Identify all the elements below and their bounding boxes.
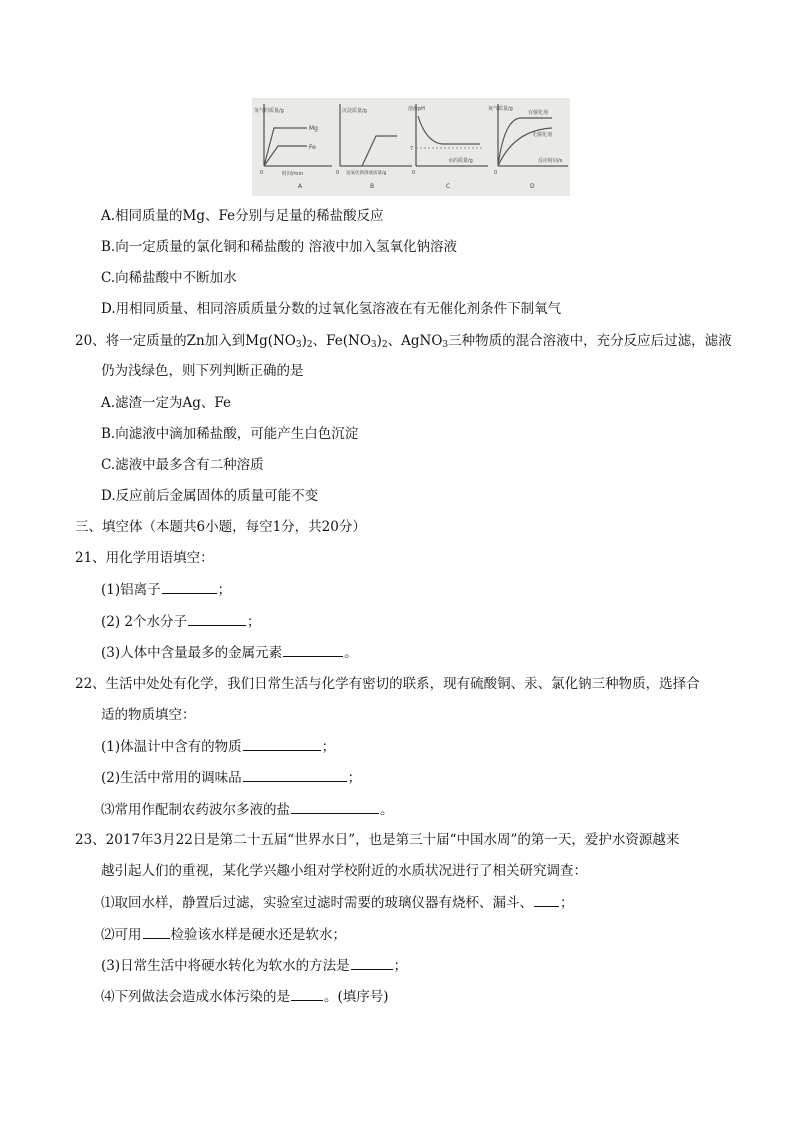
graph-d-series-1: 有催化剂 [528, 110, 549, 116]
q20-sub-3c: 3 [442, 340, 449, 350]
q23-item-3 [101, 956, 407, 975]
graph-b-caption: B [370, 183, 375, 190]
q23-item-4 [101, 987, 389, 1006]
q22-item-2 [101, 768, 361, 787]
q20-sub-3a: 3 [295, 340, 302, 350]
q23-item-3-text: (3)日常生活中将硬水转化为软水的方法是 [101, 958, 350, 974]
graph-a-series-mg: Mg [309, 125, 318, 132]
q22-blank-2[interactable] [243, 768, 347, 782]
graph-d-origin: 0 [494, 170, 498, 176]
q22-item-1-text: (1)体温计中含有的物质 [101, 739, 242, 755]
graph-a-mg-curve [264, 128, 307, 166]
q20-stem-part4: 三种物质的混合溶液中，充分反应后过滤，滤液 [448, 333, 732, 349]
q20-option-d: D.反应前后金属固体的质量可能不变 [101, 488, 319, 504]
q23-item-2 [101, 925, 346, 944]
q20-sub-2a: 2 [306, 340, 313, 350]
graph-a [254, 104, 332, 190]
q20-option-b: B.向滤液中滴加稀盐酸，可能产生白色沉淀 [101, 426, 359, 442]
graph-c-ylabel: 溶液pH [408, 106, 425, 112]
q23-blank-4[interactable] [291, 987, 323, 1001]
q23-item-3-end: ； [393, 958, 408, 974]
graph-c-xlabel: 水的质量/g [448, 158, 473, 164]
q22-stem-line2: 适的物质填空： [101, 707, 196, 723]
graph-c-origin: 0 [412, 170, 416, 176]
q21-item-3-text: (3)人体中含量最多的金属元素 [101, 645, 283, 661]
q23-item-4-end: 。(填序号) [324, 989, 389, 1005]
graph-d-ylabel: 氧气质量/g [488, 106, 513, 112]
graph-d [488, 104, 568, 190]
graph-a-xlabel: 时间/min [282, 171, 304, 177]
q21-stem: 21、用化学用语填空： [75, 550, 214, 566]
q23-blank-1[interactable] [534, 893, 559, 907]
q20-stem-part1: 20、将一定质量的Zn加入到Mg(NO [75, 333, 296, 349]
q23-blank-3[interactable] [351, 956, 393, 970]
q21-item-1-text: (1)铝离子 [101, 582, 161, 598]
graph-d-series-2: 无催化剂 [532, 132, 553, 138]
q20-stem-line2: 仍为浅绿色，则下列判断正确的是 [101, 363, 304, 379]
q23-item-1 [101, 893, 574, 912]
graphs-figure [252, 98, 570, 196]
q21-item-2-end: ； [247, 614, 261, 630]
q23-item-1-end: ； [560, 895, 574, 911]
graph-c-ref: 7 [410, 146, 414, 152]
graph-d-xlabel: 反应时间/s [538, 158, 563, 164]
q22-item-1 [101, 737, 335, 756]
q20-stem-line1 [75, 332, 732, 350]
q21-item-2-text: (2) 2个水分子 [101, 614, 188, 630]
q23-item-2-text: ⑵可用 [101, 927, 142, 943]
graph-b [336, 104, 412, 190]
q20-sub-2b: 2 [381, 340, 388, 350]
q19-option-b: B.向一定质量的氯化铜和稀盐酸的 溶液中加入氢氧化钠溶液 [101, 239, 458, 255]
q20-stem-part2: 、Fe(NO [312, 333, 371, 349]
q19-option-c: C.向稀盐酸中不断加水 [101, 270, 237, 286]
graph-c-curve [418, 116, 480, 144]
graph-a-fe-curve [264, 146, 307, 166]
q21-item-1-end: ； [217, 582, 232, 598]
q21-blank-1[interactable] [162, 580, 217, 594]
graph-b-curve [340, 136, 397, 166]
q21-item-3 [101, 643, 358, 662]
q23-item-4-text: ⑷下列做法会造成水体污染的是 [101, 989, 290, 1005]
q22-item-2-end: ； [347, 770, 362, 786]
q20-close-paren-2: ) [376, 333, 382, 349]
graph-a-caption: A [298, 183, 303, 190]
q20-stem-part3: 、AgNO [387, 333, 443, 349]
graph-d-caption: D [530, 183, 535, 190]
q19-option-a: A.相同质量的Mg、Fe分别与足量的稀盐酸反应 [101, 208, 384, 224]
graph-a-ylabel: 氢气的质量/g [254, 108, 284, 114]
q21-blank-2[interactable] [188, 612, 246, 626]
q21-item-3-end: 。 [344, 645, 358, 661]
graph-c-caption: C [446, 183, 451, 190]
q21-item-1 [101, 580, 231, 599]
q20-close-paren-1: ) [301, 333, 307, 349]
q21-blank-3[interactable] [283, 643, 343, 657]
q22-item-3-text: ⑶常用作配制农药波尔多液的盐 [101, 802, 290, 818]
q23-item-2-end: 检验该水样是硬水还是软水； [170, 927, 346, 943]
q22-item-3 [101, 800, 394, 819]
q22-blank-1[interactable] [243, 737, 321, 751]
graph-b-xlabel: 氢氧化钠溶液质量/g [346, 171, 387, 176]
graph-b-origin: 0 [336, 170, 340, 176]
q22-item-2-text: (2)生活中常用的调味品 [101, 770, 242, 786]
q20-option-a: A.滤渣一定为Ag、Fe [101, 395, 232, 411]
q20-sub-3b: 3 [370, 340, 377, 350]
q22-item-3-end: 。 [380, 802, 394, 818]
graph-c [408, 104, 488, 190]
q23-stem-line1: 23、2017年3月22日是第二十五届“世界水日”，也是第三十届“中国水周”的第一天，爱护水资源越来 [75, 832, 680, 848]
q22-item-1-end: ； [321, 739, 336, 755]
graph-a-series-fe: Fe [309, 144, 316, 151]
q20-option-c: C.滤液中最多含有二种溶质 [101, 457, 264, 473]
q23-blank-2[interactable] [143, 925, 170, 939]
q23-item-1-text: ⑴取回水样，静置后过滤，实验室过滤时需要的玻璃仪器有烧杯、漏斗、 [101, 895, 533, 911]
q21-item-2 [101, 612, 261, 631]
section-3-heading: 三、填空体（本题共6小题，每空1分，共20分） [75, 519, 366, 535]
graph-b-ylabel: 沉淀质量/g [342, 108, 367, 114]
q19-option-d: D.用相同质量、相同溶质质量分数的过氧化氢溶液在有无催化剂条件下制氧气 [101, 301, 562, 317]
graph-a-origin: 0 [260, 170, 264, 176]
q22-blank-3[interactable] [291, 800, 379, 814]
q22-stem-line1: 22、生活中处处有化学，我们日常生活与化学有密切的联系，现有硫酸铜、汞、氯化钠三种物质，选择合 [75, 676, 700, 692]
q23-stem-line2: 越引起人们的重视，某化学兴趣小组对学校附近的水质状况进行了相关研究调查： [101, 863, 587, 879]
